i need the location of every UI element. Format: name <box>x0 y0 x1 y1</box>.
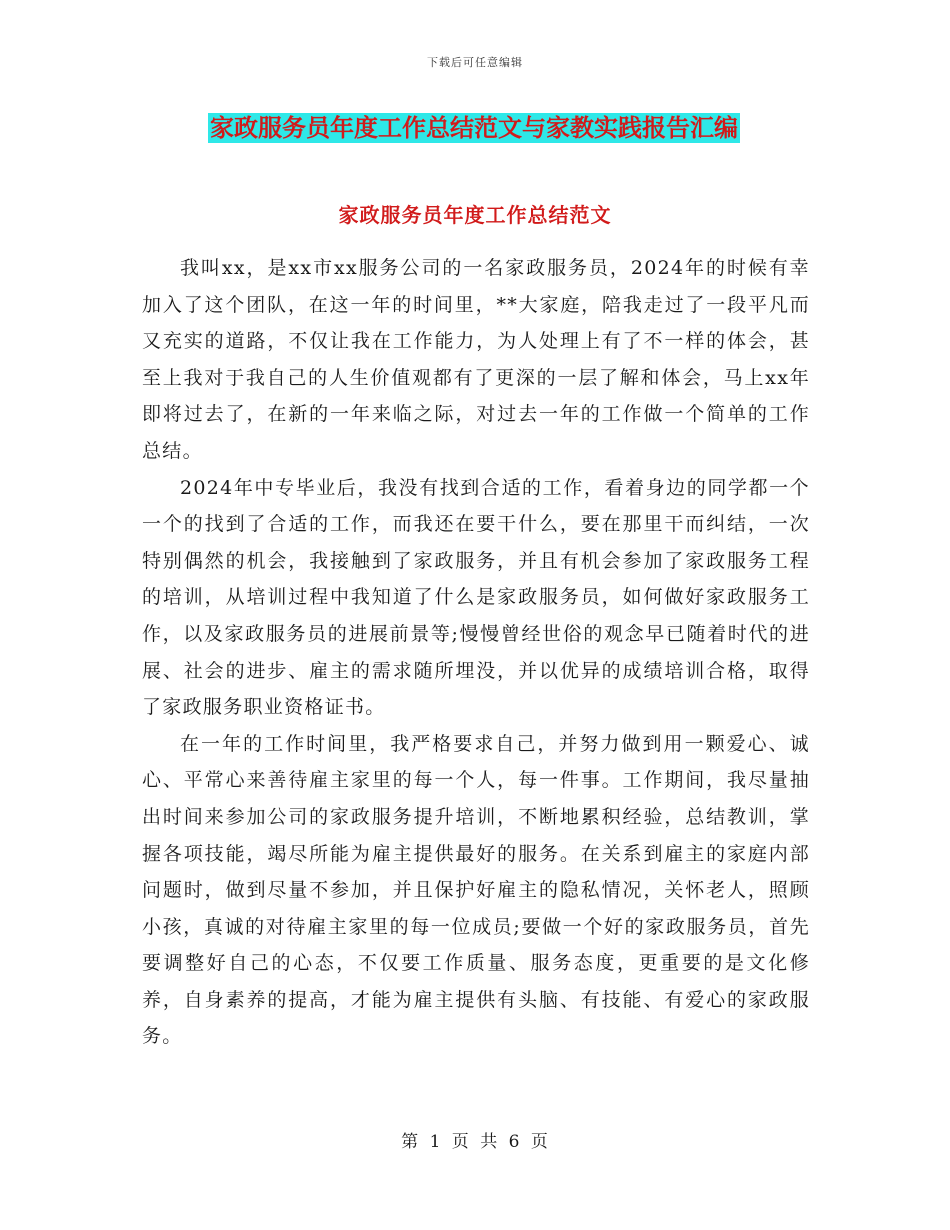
paragraph: 2024年中专毕业后，我没有找到合适的工作，看着身边的同学都一个一个的找到了合适的工作，而我还在要干什么，要在那里干而纠结，一次特别偶然的机会，我接触到了家政服务，并且有机会参加了家政服务工程的培训，从培训过程中我知道了什么是家政服务员，如何做好家政服务工作，以及家政服务员的进展前景等;慢慢曾经世俗的观念早已随着时代的进展、社会的进步、雇主的需求随所埋没，并以优异的成绩培训合格，取得了家政服务职业资格证书。 <box>142 476 810 719</box>
main-title: 家政服务员年度工作总结范文与家教实践报告汇编 <box>210 113 738 142</box>
main-title-wrapper <box>208 113 740 143</box>
paragraph: 在一年的工作时间里，我严格要求自己，并努力做到用一颗爱心、诚心、平常心来善待雇主家里的每一个人，每一件事。工作期间，我尽量抽出时间来参加公司的家政服务提升培训，不断地累积经验，总结教训，掌握各项技能，竭尽所能为雇主提供最好的服务。在关系到雇主的家庭内部问题时，做到尽量不参加，并且保护好雇主的隐私情况，关怀老人，照顾小孩，真诚的对待雇主家里的每一位成员;要做一个好的家政服务员，首先要调整好自己的心态，不仅要工作质量、服务态度，更重要的是文化修养，自身素养的提高，才能为雇主提供有头脑、有技能、有爱心的家政服务。 <box>142 732 810 1048</box>
body-text <box>142 250 810 1055</box>
header-note: 下载后可任意编辑 <box>427 56 523 69</box>
page-number-footer: 第 1 页 共 6 页 <box>401 1132 549 1152</box>
section-title: 家政服务员年度工作总结范文 <box>338 203 612 227</box>
paragraph: 我叫xx，是xx市xx服务公司的一名家政服务员，2024年的时候有幸加入了这个团队，在这一年的时间里，**大家庭，陪我走过了一段平凡而又充实的道路，不仅让我在工作能力，为人处理上有了不一样的体会，甚至上我对于我自己的人生价值观都有了更深的一层了解和体会，马上xx年即将过去了，在新的一年来临之际，对过去一年的工作做一个简单的工作总结。 <box>142 257 810 462</box>
